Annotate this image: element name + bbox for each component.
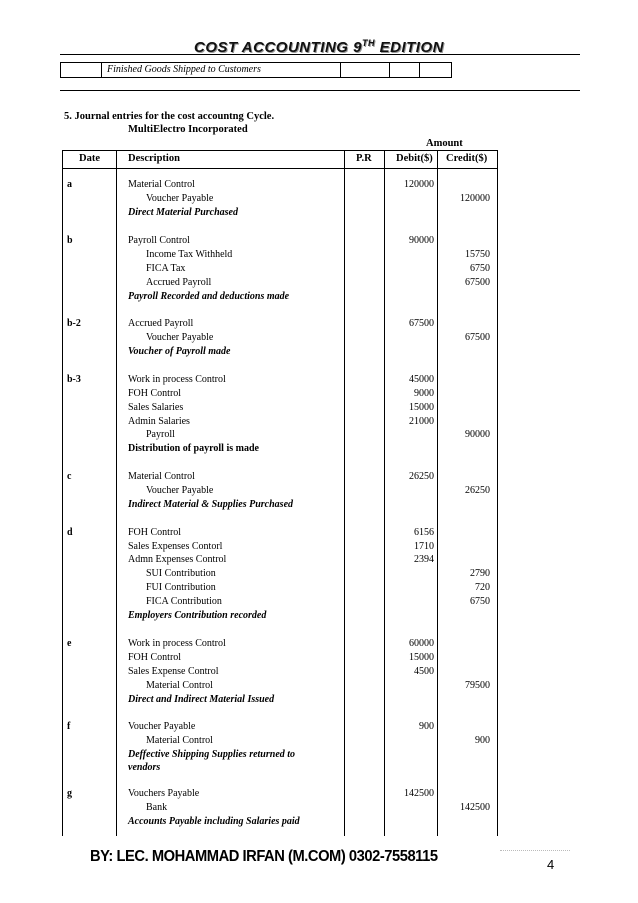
credit-value: 79500 <box>465 680 490 691</box>
finished-goods-table-row <box>60 62 452 78</box>
entry-narration: Payroll Recorded and deductions made <box>128 291 290 302</box>
column-header-credit: Credit($) <box>446 153 488 164</box>
account-line: Voucher Payable <box>128 721 196 732</box>
credit-value: 67500 <box>465 277 490 288</box>
debit-value: 90000 <box>409 235 434 246</box>
column-header-debit: Debit($) <box>396 153 433 164</box>
debit-value: 1710 <box>414 541 434 552</box>
account-line: Work in process Control <box>128 374 226 385</box>
column-header-description: Description <box>128 153 180 164</box>
debit-value: 2394 <box>414 554 434 565</box>
account-line: Admn Expenses Control <box>128 554 227 565</box>
account-line: Sales Expense Control <box>128 666 219 677</box>
account-line: FICA Tax <box>146 263 186 274</box>
column-header-pr: P.R <box>356 153 372 164</box>
account-line: Sales Expenses Contorl <box>128 541 223 552</box>
debit-value: 21000 <box>409 416 434 427</box>
entry-label: a <box>67 179 72 190</box>
debit-value: 15000 <box>409 652 434 663</box>
account-line: Material Control <box>146 735 213 746</box>
account-line: Income Tax Withheld <box>146 249 233 260</box>
entry-narration: Voucher of Payroll made <box>128 346 231 357</box>
account-line: Material Control <box>128 471 195 482</box>
credit-value: 2790 <box>470 568 490 579</box>
debit-value: 26250 <box>409 471 434 482</box>
account-line: Voucher Payable <box>146 485 214 496</box>
account-line: Admin Salaries <box>128 416 190 427</box>
debit-value: 120000 <box>404 179 434 190</box>
account-line: FOH Control <box>128 652 182 663</box>
credit-value: 26250 <box>465 485 490 496</box>
credit-value: 15750 <box>465 249 490 260</box>
entry-label: f <box>67 721 71 732</box>
account-line: Accrued Payroll <box>128 318 194 329</box>
account-line: Voucher Payable <box>146 193 214 204</box>
entry-narration: Direct and Indirect Material Issued <box>128 694 275 705</box>
account-line: Voucher Payable <box>146 332 214 343</box>
header-rule <box>60 54 580 55</box>
debit-value: 900 <box>419 721 434 732</box>
page-number-rule <box>500 850 570 851</box>
account-line: Material Control <box>146 680 213 691</box>
account-line: FOH Control <box>128 388 182 399</box>
debit-value: 60000 <box>409 638 434 649</box>
entry-narration: Accounts Payable including Salaries paid <box>128 816 300 827</box>
entry-label: e <box>67 638 72 649</box>
account-line: Accrued Payroll <box>146 277 212 288</box>
entry-label: d <box>67 527 73 538</box>
account-line: FUI Contribution <box>146 582 216 593</box>
entry-label: b <box>67 235 73 246</box>
debit-value: 4500 <box>414 666 434 677</box>
credit-value: 67500 <box>465 332 490 343</box>
debit-value: 45000 <box>409 374 434 385</box>
footer-author: BY: LEC. MOHAMMAD IRFAN (M.COM) 0302-7558115 <box>90 848 438 865</box>
account-line: FOH Control <box>128 527 182 538</box>
entry-narration: Direct Material Purchased <box>128 207 238 218</box>
finished-goods-cell: Finished Goods Shipped to Customers <box>101 63 341 77</box>
entry-narration: Indirect Material & Supplies Purchased <box>128 499 294 510</box>
credit-value: 6750 <box>470 263 490 274</box>
section-title: 5. Journal entries for the cost accountng Cycle. <box>64 111 275 122</box>
entry-narration: Employers Contribution recorded <box>128 610 267 621</box>
account-line: Sales Salaries <box>128 402 184 413</box>
credit-value: 142500 <box>460 802 490 813</box>
account-line: Bank <box>146 802 168 813</box>
page-number: 4 <box>547 857 555 872</box>
account-line: SUI Contribution <box>146 568 216 579</box>
section-divider <box>60 90 580 91</box>
entry-narration: vendors <box>128 762 161 773</box>
debit-value: 142500 <box>404 788 434 799</box>
entry-label: b-2 <box>67 318 81 329</box>
entry-label: g <box>67 788 72 799</box>
account-line: Payroll <box>146 429 175 440</box>
company-name: MultiElectro Incorporated <box>128 124 248 135</box>
debit-value: 9000 <box>414 388 434 399</box>
credit-value: 900 <box>475 735 490 746</box>
account-line: FICA Contribution <box>146 596 222 607</box>
account-line: Material Control <box>128 179 195 190</box>
debit-value: 6156 <box>414 527 434 538</box>
account-line: Work in process Control <box>128 638 226 649</box>
debit-value: 67500 <box>409 318 434 329</box>
column-header-date: Date <box>79 153 100 164</box>
entry-label: c <box>67 471 72 482</box>
account-line: Vouchers Payable <box>128 788 200 799</box>
account-line: Payroll Control <box>128 235 190 246</box>
credit-value: 120000 <box>460 193 490 204</box>
entry-narration: Deffective Shipping Supplies returned to <box>128 749 296 760</box>
credit-value: 720 <box>475 582 490 593</box>
amount-label: Amount <box>426 138 463 149</box>
entry-narration: Distribution of payroll is made <box>128 443 259 454</box>
entry-label: b-3 <box>67 374 81 385</box>
page-header-title: COST ACCOUNTING 9TH EDITION <box>194 38 444 56</box>
debit-value: 15000 <box>409 402 434 413</box>
credit-value: 90000 <box>465 429 490 440</box>
credit-value: 6750 <box>470 596 490 607</box>
